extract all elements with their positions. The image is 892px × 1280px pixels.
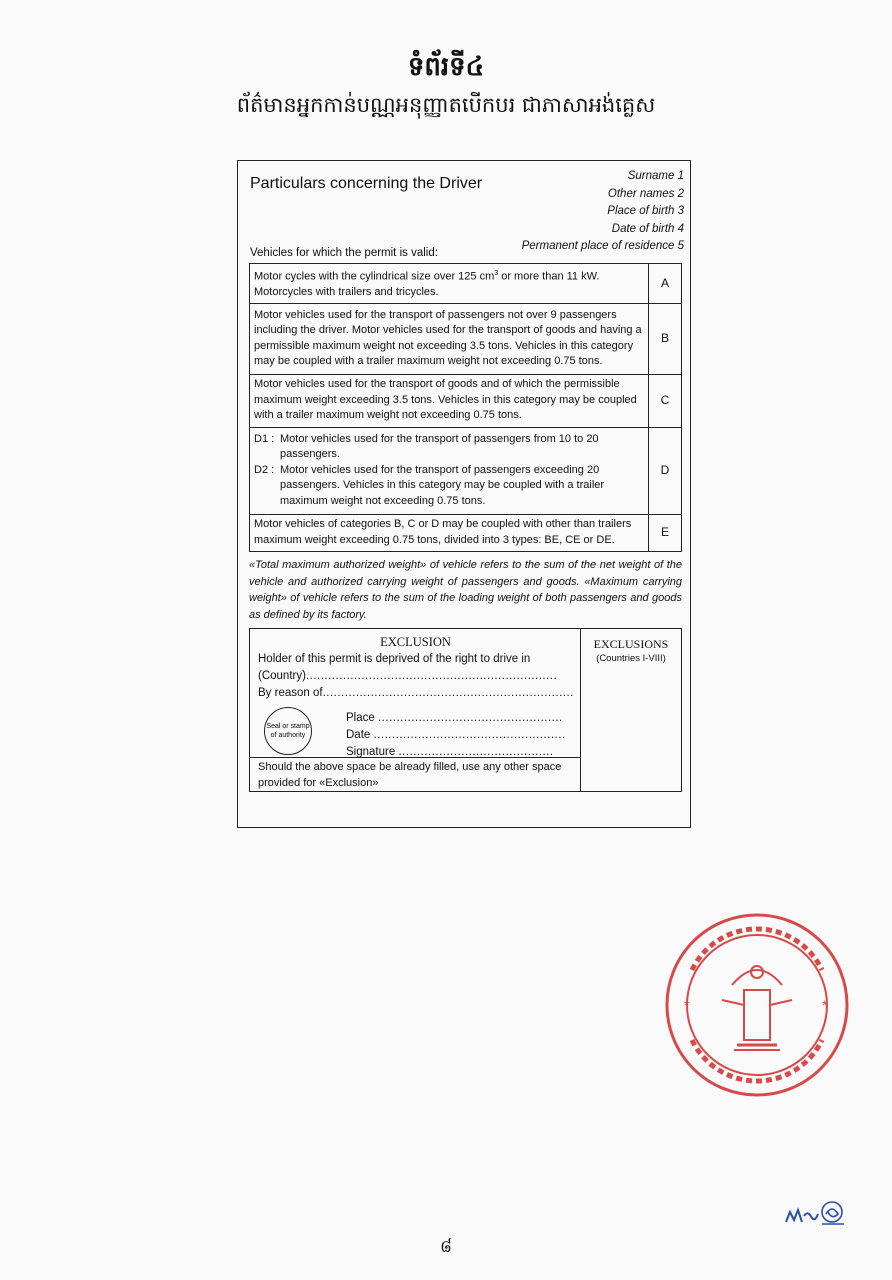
exclusion-holder-line: Holder of this permit is deprived of the right to drive in bbox=[258, 653, 531, 665]
particular-date-of-birth: Date of birth 4 bbox=[611, 222, 684, 235]
category-d-letter: D bbox=[649, 427, 682, 514]
exclusion-text bbox=[258, 651, 576, 702]
exclusions-title: EXCLUSIONS bbox=[593, 637, 669, 651]
category-a-description: Motor cycles with the cylindrical size over 125 $cm^3$ or more than 11 kW. Motorcycles with trailers and tricycles. bbox=[250, 264, 649, 304]
exclusion-bottom-note: Should the above space be already filled, use any other space provided for «Exclusion» bbox=[258, 761, 562, 789]
page-number: ៨ bbox=[439, 1237, 453, 1257]
exclusion-signature-field: Signature .......................................... bbox=[346, 746, 554, 758]
category-row-e bbox=[250, 514, 682, 551]
category-e-description: Motor vehicles of categories B, C or D may be coupled with other than trailers maximum weight exceeding 0.75 tons, divided into 3 types: BE, CE or DE. bbox=[250, 514, 649, 551]
particular-surname: Surname 1 bbox=[627, 170, 684, 182]
exclusion-place-field: Place .................................................. bbox=[346, 712, 563, 724]
svg-text:*: * bbox=[822, 997, 828, 1013]
official-ministry-seal bbox=[662, 910, 852, 1100]
page-subtitle: ព័ត៌មានអ្នកកាន់បណ្ណអនុញ្ញាតបើកបរ ជាភាសាអង់គ្លេស bbox=[236, 93, 656, 117]
vehicle-categories-table bbox=[249, 263, 682, 552]
exclusions-subtitle: (Countries I-VIII) bbox=[596, 653, 666, 664]
category-d1: D1 : Motor vehicles used for the transport of passengers from 10 to 20 passengers. bbox=[254, 432, 599, 461]
category-a-letter: A bbox=[649, 264, 682, 304]
particular-residence: Permanent place of residence 5 bbox=[521, 240, 684, 252]
particular-other-names: Other names 2 bbox=[607, 187, 684, 200]
handwritten-initials-signature bbox=[782, 1198, 852, 1232]
exclusion-divider bbox=[250, 757, 581, 758]
category-c-letter: C bbox=[649, 374, 682, 427]
exclusion-reason-line: By reason of.................................................................... bbox=[258, 687, 574, 699]
exclusion-title: EXCLUSION bbox=[380, 635, 451, 649]
particulars-list bbox=[522, 168, 684, 256]
category-c-description: Motor vehicles used for the transport of goods and of which the permissible maximum weight exceeding 3.5 tons. Vehicles in this category may be coupled with a trailer maximum weight not exceeding 0.75 tons. bbox=[250, 374, 649, 427]
exclusions-countries-section bbox=[581, 629, 681, 664]
category-row-a bbox=[250, 264, 682, 304]
weight-definition-note: «Total maximum authorized weight» of vehicle refers to the sum of the net weight of the vehicle and authorized carrying weight of passengers and goods. «Maximum carrying weight» of vehicle refers to the sum of the loading weight of both passengers and goods as defined by its factory. bbox=[249, 559, 682, 621]
exclusion-country-line: (Country).................................................................... bbox=[258, 670, 558, 682]
particular-place-of-birth: Place of birth 3 bbox=[607, 205, 684, 217]
exclusion-box bbox=[249, 628, 682, 792]
category-row-b bbox=[250, 303, 682, 374]
page-title: ទំព័រទី៤ bbox=[407, 52, 485, 82]
category-row-d bbox=[250, 427, 682, 514]
authority-seal-placeholder: Seal or stamp of authority bbox=[264, 707, 312, 755]
driver-permit-page bbox=[237, 160, 691, 828]
category-b-description: Motor vehicles used for the transport of passengers not over 9 passengers including the driver. Motor vehicles used for the transport of goods and having a permissible maximum weight not exceeding 3.5 tons. Vehicles in this category may be coupled with a trailer maximum weight not exceeding 0.75 tons. bbox=[250, 303, 649, 374]
category-d2: D2 : Motor vehicles used for the transport of passengers exceeding 20 passengers. Vehicles in this category may be coupled with a trailer maximum weight not exceeding 0.75 tons. bbox=[254, 463, 605, 507]
category-d-description bbox=[250, 427, 649, 514]
exclusion-date-field: Date .................................................... bbox=[346, 729, 566, 741]
permit-heading: Particulars concerning the Driver bbox=[250, 175, 483, 192]
svg-text:*: * bbox=[684, 997, 690, 1013]
exclusion-section bbox=[250, 629, 581, 791]
category-row-c bbox=[250, 374, 682, 427]
valid-vehicles-label: Vehicles for which the permit is valid: bbox=[250, 247, 438, 259]
category-b-letter: B bbox=[649, 303, 682, 374]
category-e-letter: E bbox=[649, 514, 682, 551]
